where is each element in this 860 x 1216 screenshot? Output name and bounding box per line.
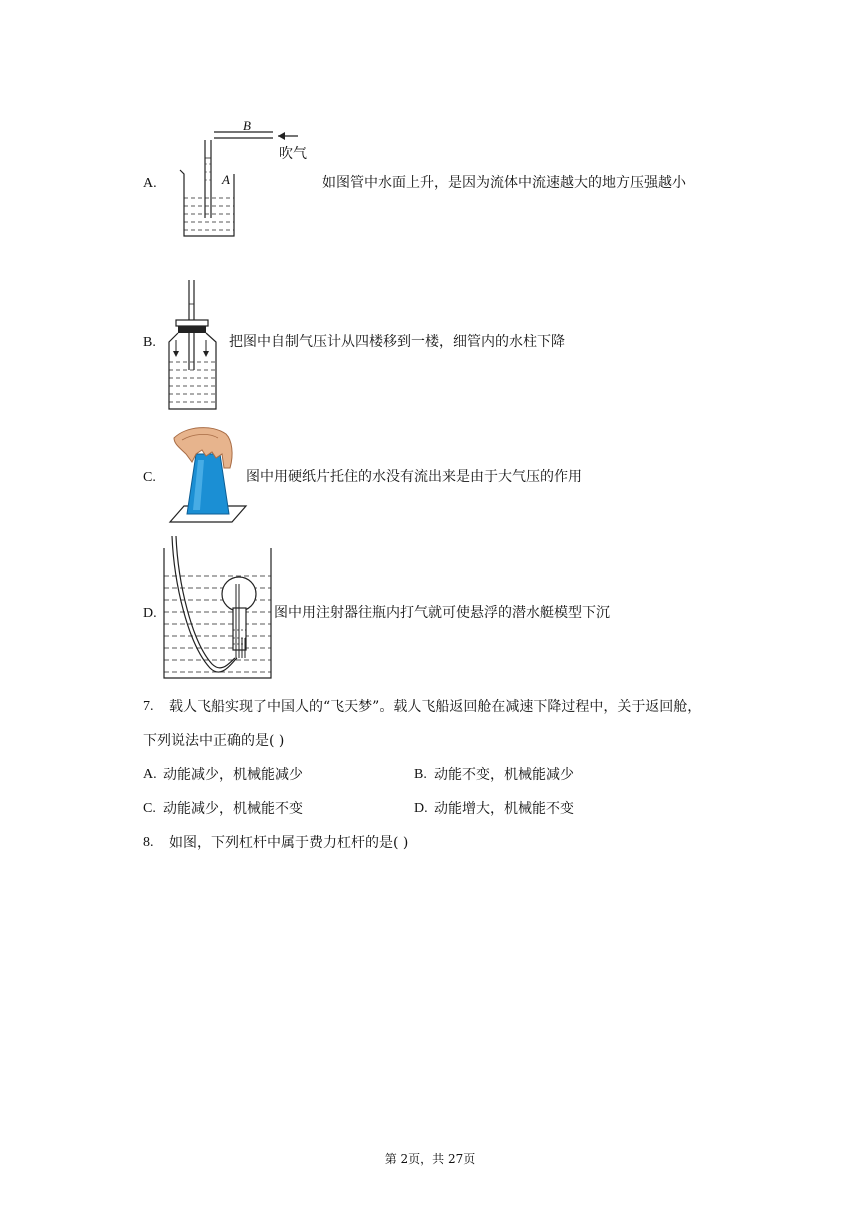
option-a-label: A. (143, 176, 157, 191)
option-d-label: D. (143, 606, 157, 621)
q7-choice-b-label: B. (414, 767, 427, 782)
q7-choice-b-text: 动能不变，机械能减少 (434, 767, 574, 783)
option-b-label: B. (143, 335, 156, 350)
venturi-tube-figure (178, 118, 318, 243)
option-b-text: 把图中自制气压计从四楼移到一楼，细管内的水柱下降 (229, 334, 565, 350)
inverted-cup-figure (168, 424, 248, 526)
q7-number: 7. (143, 699, 154, 714)
blow-label: 吹气 (279, 146, 307, 162)
q7-choice-c-label: C. (143, 801, 156, 816)
option-a-text: 如图管中水面上升，是因为流体中流速越大的地方压强越小 (322, 175, 686, 191)
option-d-text: 图中用注射器往瓶内打气就可使悬浮的潜水艇模型下沉 (274, 605, 610, 621)
page-footer: 第 2页，共 27页 (384, 1152, 476, 1166)
q7-choice-d-label: D. (414, 801, 428, 816)
q7-stem-line1: 载人飞船实现了中国人的“飞天梦”。载人飞船返回舱在减速下降过程中，关于返回舱， (169, 699, 702, 715)
q8-stem: 如图，下列杠杆中属于费力杠杆的是( ) (169, 835, 409, 851)
q7-choice-c-text: 动能减少，机械能不变 (163, 801, 303, 817)
option-c-label: C. (143, 470, 156, 485)
option-c-text: 图中用硬纸片托住的水没有流出来是由于大气压的作用 (246, 469, 582, 485)
submarine-model-figure (160, 534, 276, 682)
q8-number: 8. (143, 835, 154, 850)
q7-stem-line2: 下列说法中正确的是( ) (143, 733, 285, 749)
q7-choice-a-text: 动能减少，机械能减少 (163, 767, 303, 783)
q7-choice-a-label: A. (143, 767, 157, 782)
barometer-figure (166, 278, 226, 413)
tube-a-label: A (222, 172, 230, 187)
tube-b-label: B (243, 118, 251, 133)
q7-choice-d-text: 动能增大，机械能不变 (434, 801, 574, 817)
